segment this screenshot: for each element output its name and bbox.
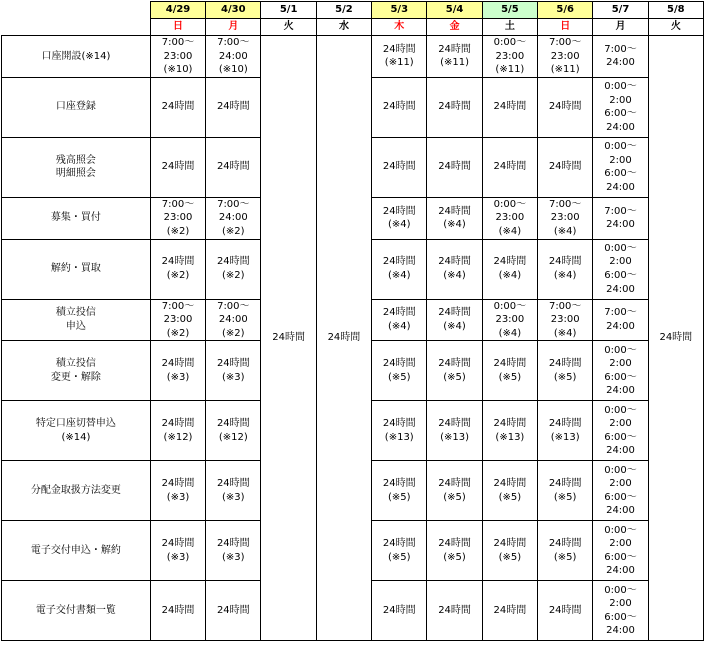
cell-line: (※4) <box>553 225 577 237</box>
hours-cell <box>538 461 593 521</box>
cell-line: (※3) <box>222 371 245 383</box>
hours-cell <box>427 239 482 299</box>
hours-cell <box>372 521 427 581</box>
service-label <box>2 461 151 521</box>
cell-line: 7:00～ <box>217 300 250 312</box>
weekday-header: 火 <box>261 19 316 36</box>
cell-line: 2:00 <box>609 154 632 166</box>
availability-schedule-table <box>1 1 704 641</box>
date-header: 5/3 <box>372 2 427 19</box>
hours-cell <box>206 299 261 341</box>
cell-line: 24時間 <box>438 161 471 173</box>
cell-line: 6:00～ <box>604 168 637 180</box>
hours-cell <box>150 401 205 461</box>
weekday-header: 水 <box>316 19 371 36</box>
cell-line: 23:00 <box>495 50 525 62</box>
cell-line: 23:00 <box>495 212 525 224</box>
cell-line: (※12) <box>218 431 248 443</box>
cell-line: 24:00 <box>606 625 635 637</box>
cell-line: (※4) <box>387 270 411 282</box>
cell-line: 24時間 <box>548 358 582 370</box>
cell-line: 24:00 <box>606 385 635 397</box>
cell-line: 6:00～ <box>604 551 637 563</box>
cell-line: 24:00 <box>606 445 635 457</box>
hours-cell <box>482 77 537 137</box>
hours-cell <box>206 401 261 461</box>
hours-cell <box>150 461 205 521</box>
cell-line: (※13) <box>550 431 580 443</box>
cell-line: 23:00 <box>495 314 525 326</box>
cell-line: 0:00～ <box>604 404 637 416</box>
hours-cell <box>206 341 261 401</box>
cell-line: 24時間 <box>493 101 527 113</box>
cell-line: 2:00 <box>609 94 632 106</box>
cell-line: 24時間 <box>161 358 195 370</box>
cell-line: 7:00～ <box>604 307 637 319</box>
cell-line: 0:00～ <box>604 584 637 596</box>
cell-line: (※11) <box>440 57 470 69</box>
cell-line: 募集・買付 <box>50 212 101 224</box>
cell-line: 2:00 <box>609 538 632 550</box>
cell-line: 24時間 <box>161 605 195 617</box>
cell-line: 積立投信 <box>55 358 96 370</box>
hours-cell <box>482 341 537 401</box>
cell-line: (※5) <box>498 371 522 383</box>
cell-line: 2:00 <box>609 478 632 490</box>
cell-line: 2:00 <box>609 598 632 610</box>
cell-line: 24時間 <box>548 605 582 617</box>
hours-cell <box>206 521 261 581</box>
cell-line: 7:00～ <box>604 205 637 217</box>
cell-line: 24時間 <box>438 43 471 55</box>
hours-cell-may7 <box>593 77 648 137</box>
cell-line: 0:00～ <box>604 524 637 536</box>
cell-line: (※4) <box>443 320 466 332</box>
cell-line: 24時間 <box>438 358 471 370</box>
hours-cell <box>538 401 593 461</box>
cell-line: 24時間 <box>161 256 195 268</box>
date-header: 5/7 <box>593 2 648 19</box>
cell-line: 24時間 <box>548 538 582 550</box>
hours-cell <box>538 341 593 401</box>
cell-line: 24時間 <box>382 538 416 550</box>
weekday-header: 日 <box>150 19 205 36</box>
hours-cell-may1: 24時間 <box>261 36 316 641</box>
cell-line: 24時間 <box>216 358 250 370</box>
hours-cell-may7 <box>593 581 648 641</box>
cell-line: 24時間 <box>438 605 471 617</box>
cell-line: 24時間 <box>216 256 250 268</box>
cell-line: 24時間 <box>161 101 195 113</box>
hours-cell <box>206 239 261 299</box>
cell-line: 24:00 <box>606 181 635 193</box>
cell-line: 0:00～ <box>493 37 527 48</box>
cell-line: (※2) <box>166 327 190 339</box>
weekday-header: 月 <box>593 19 648 36</box>
service-label <box>2 521 151 581</box>
cell-line: 7:00～ <box>548 37 582 48</box>
date-header-row <box>2 2 704 19</box>
cell-line: (※5) <box>443 491 466 503</box>
cell-line: 24時間 <box>493 358 527 370</box>
cell-line: (※5) <box>553 491 577 503</box>
cell-line: (※5) <box>443 551 466 563</box>
cell-line: (※5) <box>498 491 522 503</box>
cell-line: 0:00～ <box>493 300 527 312</box>
hours-cell <box>150 581 205 641</box>
cell-line: 24:00 <box>606 320 635 332</box>
hours-cell <box>206 137 261 197</box>
hours-cell <box>427 36 482 78</box>
cell-line: 24時間 <box>438 418 471 430</box>
service-label <box>2 299 151 341</box>
hours-cell-may8: 24時間 <box>648 36 703 641</box>
cell-line: 23:00 <box>163 314 193 326</box>
cell-line: (※3) <box>222 491 245 503</box>
cell-line: 変更・解除 <box>50 371 101 383</box>
cell-line: 7:00～ <box>548 300 582 312</box>
cell-line: (※4) <box>553 327 577 339</box>
date-header: 5/8 <box>648 2 703 19</box>
cell-line: 24時間 <box>438 205 471 217</box>
cell-line: 24時間 <box>438 478 471 490</box>
hours-cell <box>206 36 261 78</box>
cell-line: 24時間 <box>382 478 416 490</box>
cell-line: 23:00 <box>550 50 580 62</box>
cell-line: 24時間 <box>161 161 195 173</box>
service-label <box>2 137 151 197</box>
hours-cell <box>482 299 537 341</box>
service-label <box>2 239 151 299</box>
cell-line: 6:00～ <box>604 611 637 623</box>
cell-line: 24:00 <box>606 565 635 577</box>
cell-line: 電子交付書類一覧 <box>35 605 116 617</box>
hours-cell <box>150 77 205 137</box>
weekday-header: 月 <box>206 19 261 36</box>
cell-line: 24時間 <box>438 256 471 268</box>
cell-line: 申込 <box>65 320 86 332</box>
weekday-header: 土 <box>482 19 537 36</box>
hours-cell <box>538 36 593 78</box>
hours-cell <box>150 341 205 401</box>
cell-line: (※5) <box>553 551 577 563</box>
hours-cell <box>372 239 427 299</box>
hours-cell <box>482 461 537 521</box>
cell-line: 6:00～ <box>604 371 637 383</box>
hours-cell <box>482 197 537 239</box>
cell-line: 口座登録 <box>55 101 96 113</box>
cell-line: 24時間 <box>438 101 471 113</box>
cell-line: (※11) <box>384 57 414 69</box>
hours-cell <box>372 137 427 197</box>
date-header: 5/5 <box>482 2 537 19</box>
hours-cell <box>538 197 593 239</box>
hours-cell <box>206 581 261 641</box>
cell-line: (※4) <box>443 219 466 231</box>
cell-line: (※4) <box>498 270 522 282</box>
cell-line: 7:00～ <box>548 198 582 210</box>
weekday-header: 火 <box>648 19 703 36</box>
cell-line: (※4) <box>498 327 522 339</box>
hours-cell <box>372 77 427 137</box>
cell-line: 24時間 <box>548 101 582 113</box>
hours-cell <box>482 137 537 197</box>
cell-line: 6:00～ <box>604 431 637 443</box>
cell-line: (※2) <box>222 270 245 282</box>
cell-line: 7:00～ <box>217 198 250 210</box>
hours-cell <box>372 197 427 239</box>
cell-line: (※2) <box>222 225 245 237</box>
hours-cell <box>538 581 593 641</box>
cell-line: 24時間 <box>382 418 416 430</box>
cell-line: 24時間 <box>216 538 250 550</box>
cell-line: 6:00～ <box>604 108 637 120</box>
cell-line: (※11) <box>495 64 525 76</box>
cell-line: 7:00～ <box>161 300 195 312</box>
cell-line: 24時間 <box>548 256 582 268</box>
cell-line: (※13) <box>440 431 470 443</box>
cell-line: 23:00 <box>550 212 580 224</box>
hours-cell <box>150 239 205 299</box>
cell-line: 23:00 <box>163 212 193 224</box>
hours-cell <box>150 299 205 341</box>
hours-cell <box>538 521 593 581</box>
hours-cell <box>427 137 482 197</box>
cell-line: 24時間 <box>548 418 582 430</box>
service-label <box>2 36 151 78</box>
date-header: 4/30 <box>206 2 261 19</box>
cell-line: (※13) <box>495 431 525 443</box>
hours-cell-may7 <box>593 299 648 341</box>
date-header: 4/29 <box>150 2 205 19</box>
cell-line: 明細照会 <box>55 168 96 180</box>
cell-line: 24時間 <box>161 538 195 550</box>
hours-cell-may7 <box>593 341 648 401</box>
hours-cell <box>482 36 537 78</box>
hours-cell-may7 <box>593 461 648 521</box>
cell-line: 24時間 <box>382 358 416 370</box>
hours-cell-may7 <box>593 137 648 197</box>
hours-cell <box>538 239 593 299</box>
cell-line: (※5) <box>387 371 411 383</box>
cell-line: (※5) <box>443 371 466 383</box>
cell-line: (※3) <box>222 551 245 563</box>
hours-cell <box>427 521 482 581</box>
cell-line: 24:00 <box>218 50 248 62</box>
table-row <box>2 36 704 78</box>
cell-line: 24時間 <box>161 478 195 490</box>
cell-line: (※2) <box>222 327 245 339</box>
hours-cell <box>150 521 205 581</box>
cell-line: 24時間 <box>216 418 250 430</box>
cell-line: 24時間 <box>161 418 195 430</box>
cell-line: 24:00 <box>606 57 635 69</box>
hours-cell <box>372 401 427 461</box>
hours-cell <box>150 197 205 239</box>
date-header: 5/2 <box>316 2 371 19</box>
cell-line: 6:00～ <box>604 270 637 282</box>
cell-line: (※5) <box>387 491 411 503</box>
cell-line: 24時間 <box>493 418 527 430</box>
cell-line: 7:00～ <box>161 198 195 210</box>
hours-cell <box>482 401 537 461</box>
hours-cell-may7 <box>593 239 648 299</box>
cell-line: 口座開設(※14) <box>41 50 111 62</box>
cell-line: (※4) <box>443 270 466 282</box>
cell-line: 24時間 <box>382 256 416 268</box>
hours-cell <box>482 239 537 299</box>
cell-line: 24時間 <box>382 205 416 217</box>
date-header: 5/6 <box>538 2 593 19</box>
hours-cell <box>427 401 482 461</box>
cell-line: 2:00 <box>609 256 632 268</box>
cell-line: (※11) <box>550 64 580 76</box>
cell-line: 24:00 <box>218 314 248 326</box>
service-label <box>2 197 151 239</box>
hours-cell <box>427 461 482 521</box>
service-label <box>2 401 151 461</box>
hours-cell <box>372 299 427 341</box>
hours-cell <box>482 521 537 581</box>
cell-line: (※4) <box>498 225 522 237</box>
cell-line: 2:00 <box>609 418 632 430</box>
cell-line: 24時間 <box>382 161 416 173</box>
hours-cell <box>538 77 593 137</box>
cell-line: 24時間 <box>548 478 582 490</box>
hours-cell-may7 <box>593 197 648 239</box>
cell-line: 24時間 <box>216 161 250 173</box>
cell-line: (※10) <box>163 64 193 76</box>
service-label <box>2 77 151 137</box>
hours-cell <box>206 197 261 239</box>
cell-line: 24:00 <box>606 121 635 133</box>
hours-cell <box>427 341 482 401</box>
cell-line: 24時間 <box>382 101 416 113</box>
weekday-header: 木 <box>372 19 427 36</box>
cell-line: (※5) <box>387 551 411 563</box>
cell-line: 24:00 <box>606 283 635 295</box>
cell-line: 24:00 <box>218 212 248 224</box>
cell-line: 23:00 <box>550 314 580 326</box>
hours-cell <box>427 197 482 239</box>
cell-line: 2:00 <box>609 358 632 370</box>
cell-line: (※13) <box>384 431 414 443</box>
hours-cell-may7 <box>593 521 648 581</box>
cell-line: 0:00～ <box>604 464 637 476</box>
cell-line: (※3) <box>166 491 190 503</box>
cell-line: 24時間 <box>216 101 250 113</box>
cell-line: (※4) <box>387 219 411 231</box>
cell-line: 24時間 <box>493 538 527 550</box>
hours-cell <box>150 36 205 78</box>
cell-line: 解約・買取 <box>50 263 101 275</box>
cell-line: 24時間 <box>438 538 471 550</box>
cell-line: 分配金取扱方法変更 <box>30 485 121 497</box>
weekday-header: 日 <box>538 19 593 36</box>
hours-cell <box>427 77 482 137</box>
hours-cell <box>206 461 261 521</box>
cell-line: 7:00～ <box>217 37 250 48</box>
cell-line: 0:00～ <box>604 344 637 356</box>
hours-cell <box>538 299 593 341</box>
service-label <box>2 341 151 401</box>
date-header: 5/1 <box>261 2 316 19</box>
cell-line: 24時間 <box>216 478 250 490</box>
hours-cell <box>538 137 593 197</box>
cell-line: 7:00～ <box>604 43 637 55</box>
cell-line: 24時間 <box>216 605 250 617</box>
cell-line: 0:00～ <box>604 81 637 93</box>
service-label <box>2 581 151 641</box>
cell-line: (※3) <box>166 371 190 383</box>
cell-line: 24:00 <box>606 219 635 231</box>
cell-line: 24時間 <box>493 605 527 617</box>
hours-cell <box>372 581 427 641</box>
cell-line: 24時間 <box>382 307 416 319</box>
cell-line: 積立投信 <box>55 307 96 319</box>
hours-cell <box>372 461 427 521</box>
cell-line: (※5) <box>498 551 522 563</box>
cell-line: (※4) <box>553 270 577 282</box>
cell-line: (※2) <box>166 225 190 237</box>
cell-line: 残高照会 <box>55 154 96 166</box>
hours-cell <box>482 581 537 641</box>
cell-line: (※14) <box>61 431 91 443</box>
hours-cell-may2: 24時間 <box>316 36 371 641</box>
cell-line: (※5) <box>553 371 577 383</box>
cell-line: 23:00 <box>163 50 193 62</box>
cell-line: 24時間 <box>493 161 527 173</box>
hours-cell <box>372 341 427 401</box>
cell-line: 24:00 <box>606 505 635 517</box>
cell-line: (※12) <box>163 431 193 443</box>
hours-cell <box>372 36 427 78</box>
cell-line: 0:00～ <box>604 242 637 254</box>
hours-cell <box>427 581 482 641</box>
hours-cell <box>206 77 261 137</box>
cell-line: 特定口座切替申込 <box>35 418 116 430</box>
hours-cell <box>427 299 482 341</box>
cell-line: 6:00～ <box>604 491 637 503</box>
cell-line: 24時間 <box>493 478 527 490</box>
cell-line: 24時間 <box>382 43 416 55</box>
cell-line: 24時間 <box>382 605 416 617</box>
cell-line: 7:00～ <box>161 37 195 48</box>
weekday-header: 金 <box>427 19 482 36</box>
cell-line: (※3) <box>166 551 190 563</box>
cell-line: 24時間 <box>438 307 471 319</box>
hours-cell <box>150 137 205 197</box>
corner-cell <box>2 2 151 36</box>
hours-cell-may7 <box>593 36 648 78</box>
date-header: 5/4 <box>427 2 482 19</box>
cell-line: 0:00～ <box>604 141 637 153</box>
cell-line: 0:00～ <box>493 198 527 210</box>
cell-line: (※4) <box>387 320 411 332</box>
cell-line: 電子交付申込・解約 <box>30 545 121 557</box>
cell-line: 24時間 <box>493 256 527 268</box>
cell-line: (※2) <box>166 270 190 282</box>
cell-line: 24時間 <box>548 161 582 173</box>
cell-line: (※10) <box>218 64 248 76</box>
hours-cell-may7 <box>593 401 648 461</box>
